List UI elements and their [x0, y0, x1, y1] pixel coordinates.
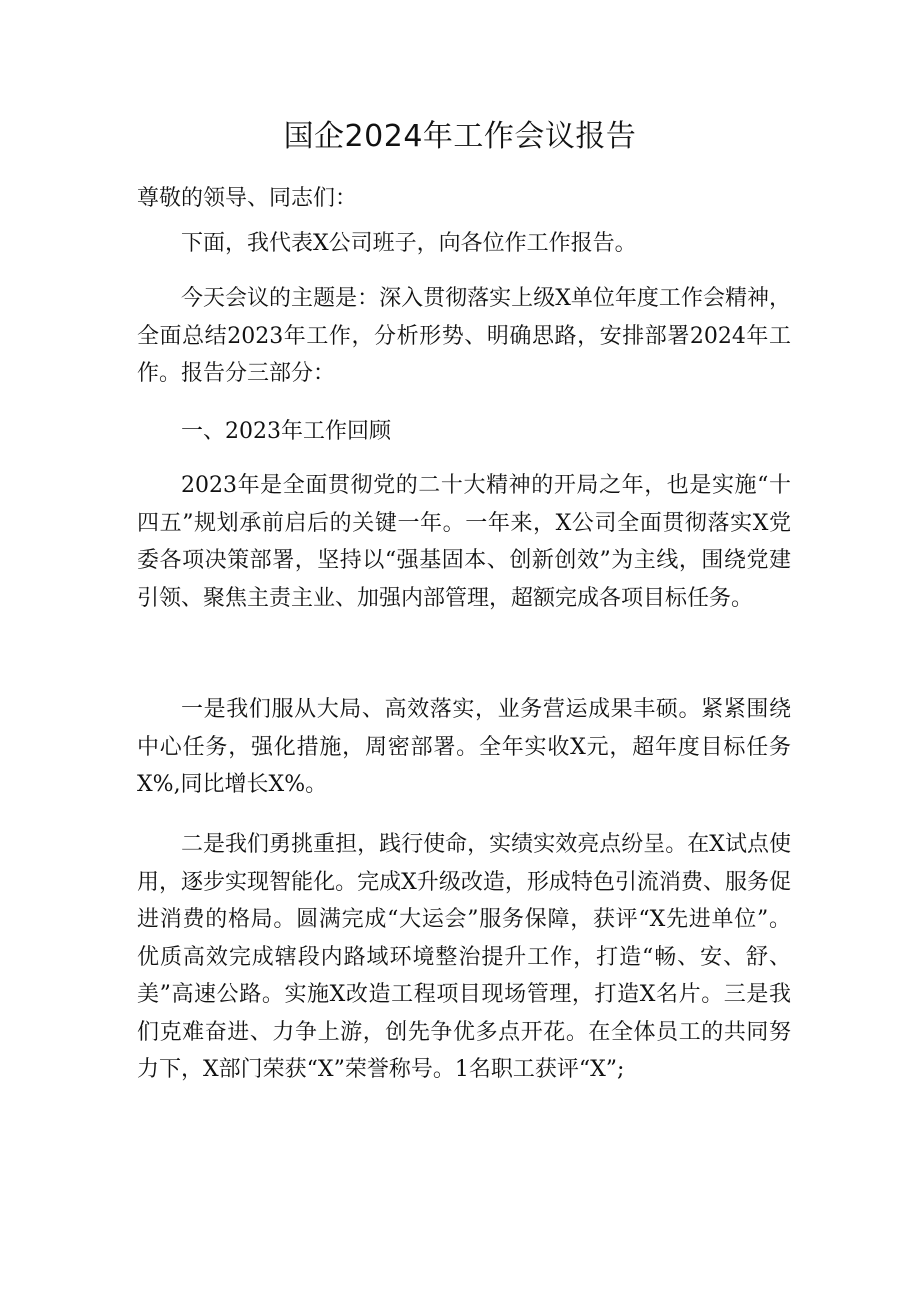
section-heading-review: 一、2023年工作回顾 — [181, 419, 391, 444]
paragraph-2023-overview: 2023年是全面贯彻党的二十大精神的开局之年，也是实施“十四五”规划承前启后的关键一年。一年来，X公司全面贯彻落实X党委各项决策部署，坚持以“强基固本、创新创效”为主线，围绕党建引领、聚焦主责主业、加强内部管理，超额完成各项目标任务。 — [137, 473, 791, 611]
paragraph-intro: 下面，我代表X公司班子，向各位作工作报告。 — [181, 231, 637, 256]
paragraph-achievements: 二是我们勇挑重担，践行使命，实绩实效亮点纷呈。在X试点使用，逐步实现智能化。完成X升级改造，形成特色引流消费、服务促进消费的格局。圆满完成“大运会”服务保障，获评“X先进单位”。优质高效完成辖段内路域环境整治提升工作，打造“畅、安、舒、美”高速公路。实施X改造工程项目现场管理，打造X名片。三是我们克难奋进、力争上游，创先争优多点开花。在全体员工的共同努力下，X部门荣获“X”荣誉称号。1名职工获评“X”; — [137, 832, 791, 1082]
paragraph-business-results: 一是我们服从大局、高效落实，业务营运成果丰硕。紧紧围绕中心任务，强化措施，周密部署。全年实收X元，超年度目标任务X%,同比增长X%。 — [137, 697, 791, 797]
document-title: 国企2024年工作会议报告 — [283, 119, 637, 154]
paragraph-meeting-theme: 今天会议的主题是：深入贯彻落实上级X单位年度工作会精神，全面总结2023年工作，分析形势、明确思路，安排部署2024年工作。报告分三部分： — [137, 286, 791, 386]
salutation: 尊敬的领导、同志们： — [137, 186, 358, 211]
